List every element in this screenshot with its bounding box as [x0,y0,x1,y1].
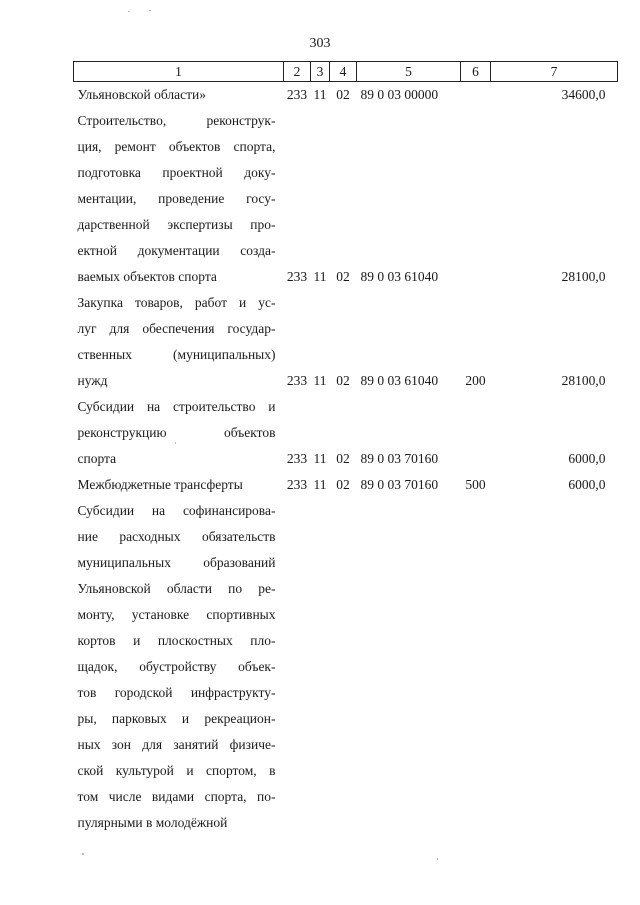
row-pr: 02 [336,477,350,492]
header-col-1: 1 [74,62,284,82]
table-row [74,108,618,290]
row-name [74,290,284,394]
header-col-6: 6 [461,62,491,82]
row-vr [461,108,491,290]
row-name-line: Субсидии на софинансирова- [77,503,276,518]
row-vr [461,394,491,472]
row-name-line: спорта [77,451,117,466]
row-name-line: подготовка проектной доку- [77,165,276,180]
row-name-line: монту, установке спортивных [77,607,276,622]
row-rz [311,498,330,836]
row-gr: 233 [286,373,308,388]
row-name [74,472,284,498]
row-amount: 28100,0 [561,269,606,284]
row-vr: 500 [465,477,486,492]
row-name [74,498,284,836]
row-amount [491,498,618,836]
table-row [74,290,618,394]
scan-speck [82,853,84,855]
row-csr: 89 0 03 61040 [360,373,439,388]
header-col-3: 3 [311,62,330,82]
row-name-line: том числе видами спорта, по- [77,789,276,804]
header-col-7: 7 [491,62,618,82]
header-col-2: 2 [284,62,311,82]
header-col-5: 5 [357,62,461,82]
row-name-line: ние расходных обязательств [77,529,276,544]
row-name-line: муниципальных образований [77,555,276,570]
row-gr [284,498,311,836]
row-rz: 11 [313,269,327,284]
row-vr [461,82,491,109]
row-rz: 11 [313,451,327,466]
row-rz: 11 [313,87,327,102]
row-csr: 89 0 03 70160 [360,451,439,466]
row-amount: 6000,0 [568,477,606,492]
row-csr: 89 0 03 00000 [360,87,439,102]
row-name-line: Закупка товаров, работ и ус- [77,295,276,310]
page-number: 303 [309,36,331,51]
row-name-line: Субсидии на строительство и [77,399,276,414]
row-name [74,82,284,109]
row-amount: 28100,0 [561,373,606,388]
scan-speck [175,442,176,444]
row-name-line: Строительство, реконструк- [77,113,276,128]
row-pr: 02 [336,373,350,388]
scan-speck [128,11,130,12]
table-row [74,82,618,109]
row-name-line: ментации, проведение госу- [77,191,276,206]
row-name-line: Межбюджетные трансферты [77,477,243,492]
row-pr: 02 [336,269,350,284]
table-header [74,62,618,82]
row-name-line: дарственной экспертизы про- [77,217,276,232]
row-csr: 89 0 03 70160 [360,477,439,492]
row-csr: 89 0 03 61040 [360,269,439,284]
scan-speck [149,10,151,11]
row-name-line: ваемых объектов спорта [77,269,217,284]
row-vr: 200 [465,373,486,388]
scan-speck [437,858,438,860]
row-name [74,108,284,290]
row-name-line: Ульяновской области по ре- [77,581,276,596]
row-pr: 02 [336,451,350,466]
row-name-line: ры, парковых и рекреацион- [77,711,276,726]
row-name-line: ных зон для занятий физиче- [77,737,276,752]
row-name [74,394,284,472]
budget-table [73,61,618,836]
table-row [74,472,618,498]
row-rz: 11 [313,373,327,388]
row-gr: 233 [286,477,308,492]
row-gr: 233 [286,87,308,102]
row-name-line: ственных (муниципальных) [77,347,276,362]
row-vr [461,498,491,836]
row-name-line: ция, ремонт объектов спорта, [77,139,276,154]
row-name-line: ской культурой и спортом, в [77,763,276,778]
row-gr: 233 [286,269,308,284]
table-row [74,394,618,472]
row-gr: 233 [286,451,308,466]
row-rz: 11 [313,477,327,492]
row-amount: 6000,0 [568,451,606,466]
row-name-line: тов городской инфраструкту- [77,685,276,700]
header-col-4: 4 [330,62,357,82]
row-name-line: нужд [77,373,108,388]
row-name-line: пулярными в молодёжной [77,815,228,830]
row-name-line: луг для обеспечения государ- [77,321,276,336]
table-body [74,82,618,837]
row-name-line: ектной документации созда- [77,243,276,258]
row-pr: 02 [336,87,350,102]
row-name-line: щадок, обустройству объек- [77,659,276,674]
row-pr [330,498,357,836]
row-csr [357,498,461,836]
row-name-line: реконструкцию объектов [77,425,276,440]
row-name-line: кортов и плоскостных пло- [77,633,276,648]
row-name-line: Ульяновской области» [77,87,207,102]
table-row [74,498,618,836]
row-amount: 34600,0 [561,87,606,102]
